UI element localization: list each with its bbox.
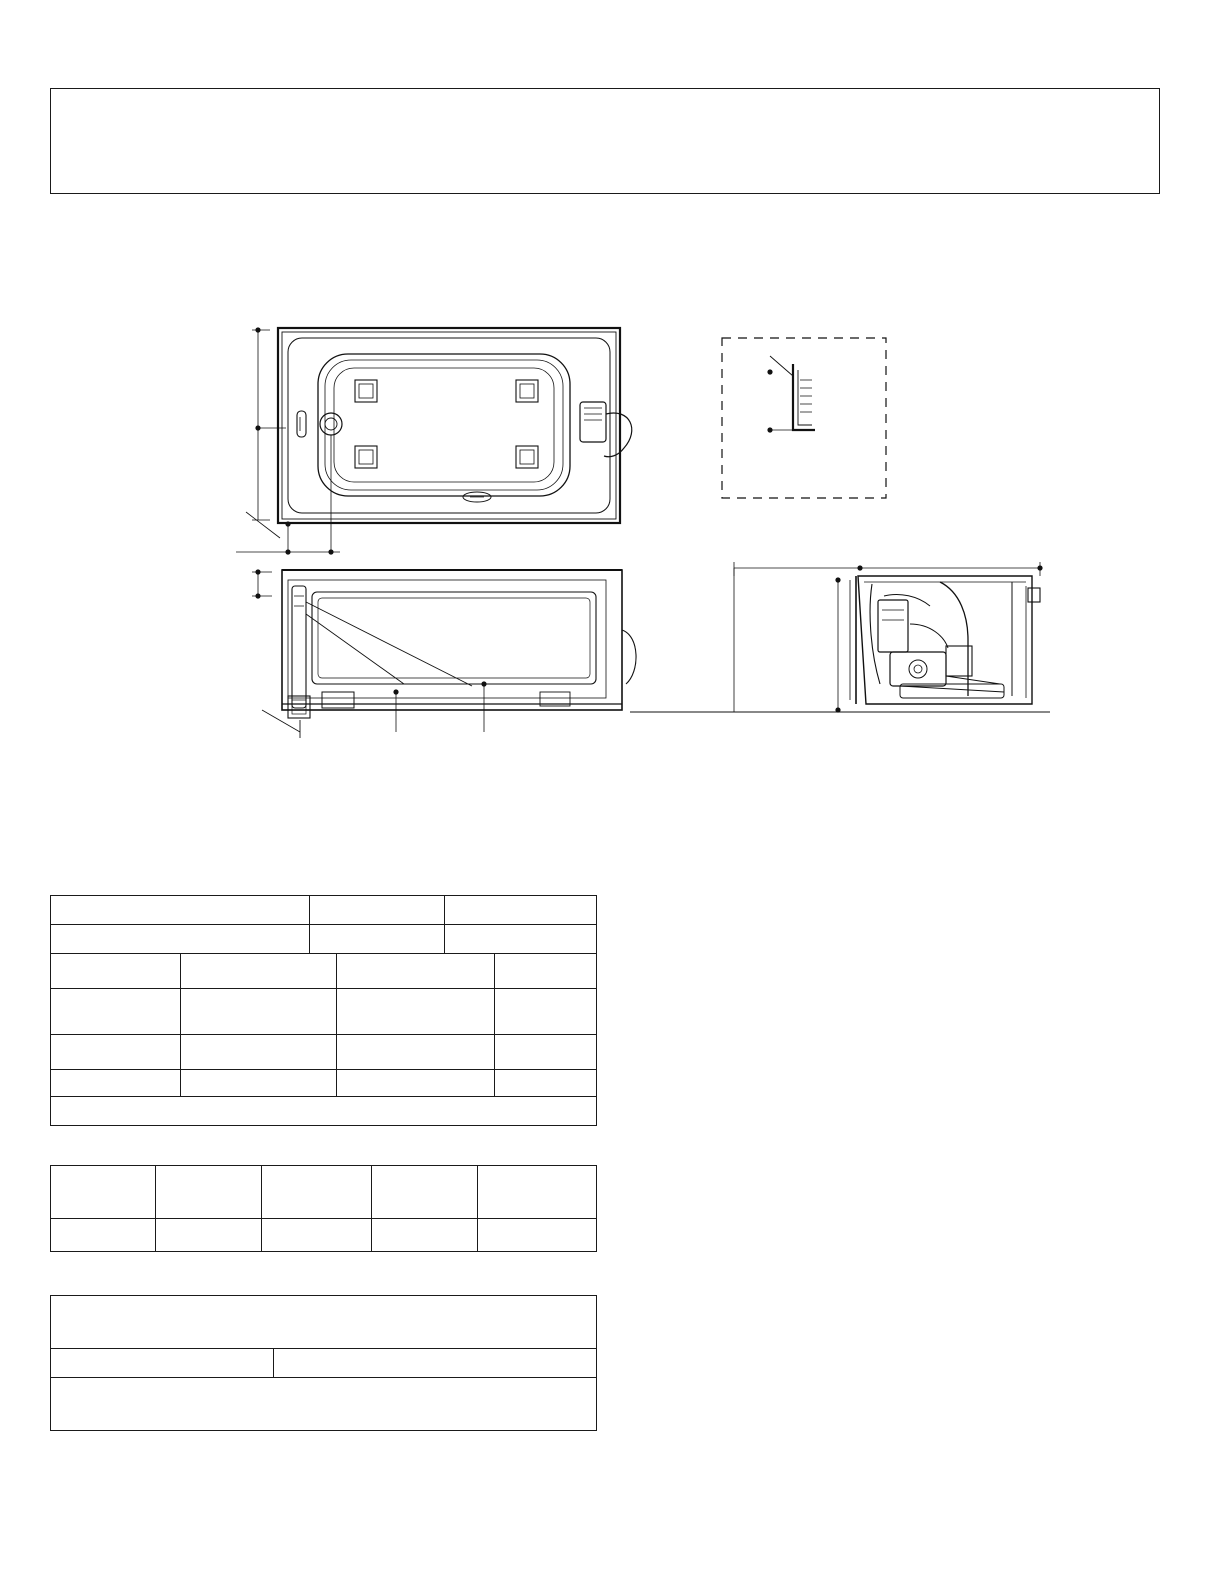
table-row — [51, 1219, 597, 1252]
feature-footnote — [51, 1097, 597, 1126]
feature-cell — [336, 954, 494, 989]
code-cell — [51, 1166, 156, 1219]
spec-cell — [51, 925, 310, 954]
feature-cell — [51, 954, 181, 989]
code-cell — [262, 1219, 372, 1252]
elevation-view — [252, 569, 636, 738]
spec-cell — [444, 896, 596, 925]
spec-cell — [310, 925, 444, 954]
table-row — [51, 1378, 597, 1431]
table-row — [51, 954, 597, 989]
feature-cell — [180, 954, 336, 989]
notes-cell — [51, 1349, 274, 1378]
table-row — [51, 1166, 597, 1219]
feature-cell — [180, 1070, 336, 1097]
plan-view — [236, 327, 632, 554]
code-cell — [262, 1166, 372, 1219]
feature-cell — [51, 1035, 181, 1070]
code-cell — [372, 1219, 478, 1252]
feature-cell — [495, 989, 597, 1035]
notes-cell — [51, 1378, 597, 1431]
table-row — [51, 989, 597, 1035]
code-cell — [477, 1219, 596, 1252]
section-view — [630, 562, 1050, 713]
code-cell — [155, 1166, 261, 1219]
features-table — [50, 953, 597, 1126]
code-cell — [51, 1219, 156, 1252]
codes-table — [50, 1165, 597, 1252]
code-cell — [372, 1166, 478, 1219]
feature-cell — [495, 1035, 597, 1070]
feature-cell — [336, 989, 494, 1035]
code-cell — [477, 1166, 596, 1219]
technical-drawing — [0, 280, 1225, 780]
header-banner — [50, 88, 1160, 194]
notes-cell — [51, 1296, 597, 1349]
spec-cell — [444, 925, 596, 954]
table-row — [51, 1070, 597, 1097]
drawing-svg — [0, 280, 1225, 780]
table-row — [51, 1296, 597, 1349]
feature-cell — [180, 1035, 336, 1070]
detail-callout — [722, 338, 886, 498]
feature-cell — [336, 1070, 494, 1097]
table-row — [51, 1097, 597, 1126]
feature-cell — [51, 1070, 181, 1097]
code-cell — [155, 1219, 261, 1252]
feature-cell — [51, 989, 181, 1035]
feature-cell — [336, 1035, 494, 1070]
feature-cell — [180, 989, 336, 1035]
feature-cell — [495, 1070, 597, 1097]
spec-cell — [310, 896, 444, 925]
notes-table — [50, 1295, 597, 1431]
table-row — [51, 1035, 597, 1070]
spec-table — [50, 895, 597, 954]
table-row — [51, 1349, 597, 1378]
feature-cell — [495, 954, 597, 989]
spec-cell — [51, 896, 310, 925]
table-row — [51, 896, 597, 925]
notes-cell — [273, 1349, 596, 1378]
table-row — [51, 925, 597, 954]
